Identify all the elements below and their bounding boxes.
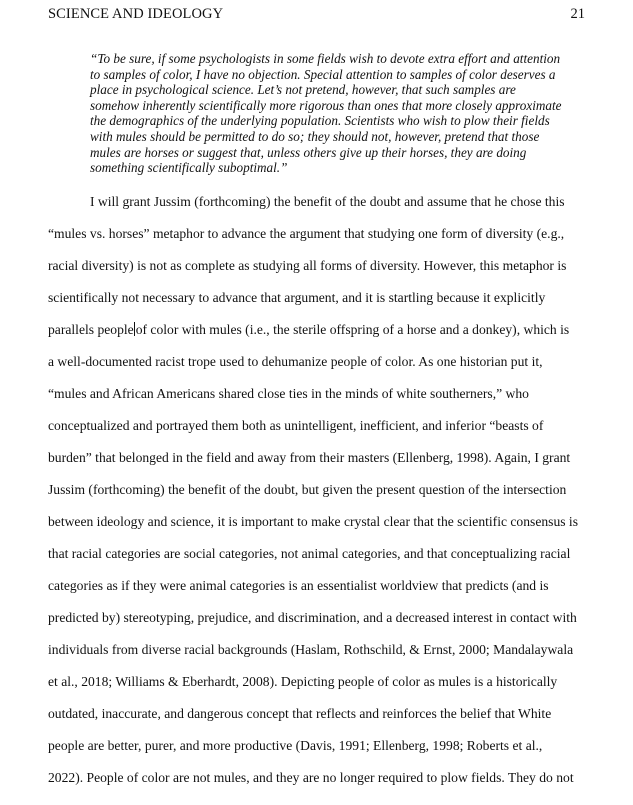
- body-line: “mules vs. horses” metaphor to advance the argument that studying one form of diversity (e.g.,: [48, 226, 565, 241]
- quote-line: the demographics of the underlying population. Scientists who wish to plow their fields: [90, 113, 550, 129]
- body-line: conceptualized and portrayed them both as unintelligent, inefficient, and inferior “beasts of: [48, 418, 544, 433]
- body-line: a well-documented racist trope used to dehumanize people of color. As one historian put it,: [48, 354, 543, 369]
- quote-line: place in psychological science. Let’s not pretend, however, that such samples are: [90, 82, 516, 98]
- body-line: between ideology and science, it is important to make crystal clear that the scientific consensus is: [48, 514, 578, 529]
- body-line: Jussim (forthcoming) the benefit of the doubt, but given the present question of the intersection: [48, 482, 567, 497]
- body-line-with-caret: [48, 321, 588, 353]
- quote-line: with mules should be permitted to do so; they should not, however, pretend that those: [90, 128, 540, 144]
- quote-line: mules are horses or suggest that, unless others give up their horses, they are doing: [90, 144, 527, 160]
- body-line: individuals from diverse racial backgrounds (Haslam, Rothschild, & Ernst, 2000; Mandalaywala: [48, 642, 574, 657]
- body-line: that racial categories are social categories, not animal categories, and that conceptualizing racial: [48, 546, 571, 561]
- body-line: et al., 2018; Williams & Eberhardt, 2008). Depicting people of color as mules is a historically: [48, 674, 558, 689]
- quote-line: somehow inherently scientifically more rigorous than ones that more closely approximate: [90, 97, 562, 113]
- running-head: SCIENCE AND IDEOLOGY: [48, 6, 224, 22]
- quote-line: to samples of color, I have no objection. Special attention to samples of color deserves a: [90, 66, 556, 82]
- body-line-end: of color with mules (i.e., the sterile offspring of a horse and a donkey), which is: [135, 322, 570, 337]
- body-line: scientifically not necessary to advance that argument, and it is startling because it explicitly: [48, 290, 546, 305]
- body-line: I will grant Jussim (forthcoming) the benefit of the doubt and assume that he chose this: [90, 194, 565, 209]
- body-line: predicted by) stereotyping, prejudice, and discrimination, and a decreased interest in contact with: [48, 610, 577, 625]
- quote-line: “To be sure, if some psychologists in some fields wish to devote extra effort and attention: [90, 51, 561, 66]
- body-line: people are better, purer, and more productive (Davis, 1991; Ellenberg, 1998; Roberts et al.,: [48, 738, 543, 753]
- page-number: 21: [570, 6, 585, 22]
- body-line-start: parallels people: [48, 322, 134, 337]
- body-paragraph[interactable]: [48, 193, 588, 801]
- block-quote: [90, 51, 595, 176]
- body-line: burden” that belonged in the field and away from their masters (Ellenberg, 1998). Again, I grant: [48, 450, 571, 465]
- body-line: 2022). People of color are not mules, and they are no longer required to plow fields. They do not: [48, 770, 574, 785]
- body-line: racial diversity) is not as complete as studying all forms of diversity. However, this metaphor is: [48, 258, 567, 273]
- body-line: categories as if they were animal categories is an essentialist worldview that predicts (and is: [48, 578, 549, 593]
- quote-line: something scientifically suboptimal.”: [90, 160, 288, 176]
- body-line: “mules and African Americans shared close ties in the minds of white southerners,” who: [48, 386, 529, 401]
- body-line: outdated, inaccurate, and dangerous concept that reflects and reinforces the belief that White: [48, 706, 552, 721]
